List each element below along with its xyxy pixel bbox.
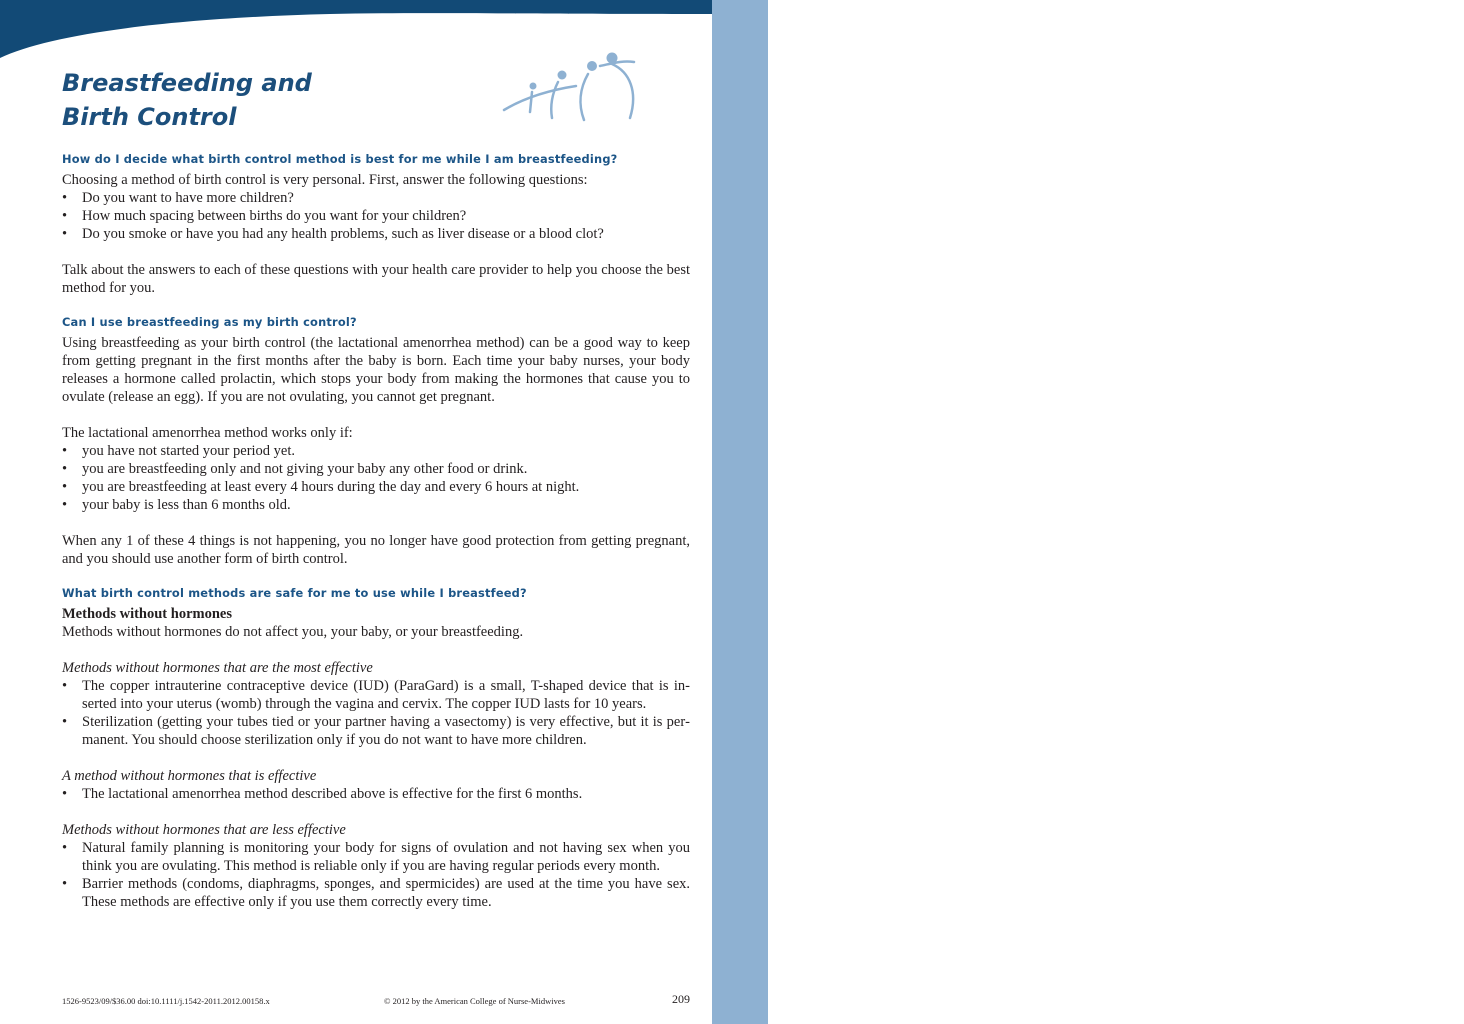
question-heading: Can I use breastfeeding as my birth control? [62, 315, 357, 329]
paragraph: Talk about the answers to each of these questions with your health care provider to help you choose the best method for you. [62, 262, 690, 296]
paragraph: The lactational amenorrhea method works only if: [62, 425, 353, 441]
list-item: • The lactational amenorrhea method described above is effective for the first 6 months. [62, 785, 690, 803]
list-item: • The copper intrauterine contraceptive device (IUD) (ParaGard) is a small, T-shaped device that is inserted into your uterus (womb) through the vagina and cervix. The copper IUD lasts for 10 years. [62, 677, 690, 713]
series-title: Share with Women [1429, 58, 1464, 303]
list-item: • How much spacing between births do you want for your children? [62, 207, 690, 225]
paragraph: Choosing a method of birth control is very personal. First, answer the following questions: [62, 172, 588, 188]
doi-line: 1526-9523/09/$36.00 doi:10.1111/j.1542-2011.2012.00158.x [62, 996, 270, 1006]
title-line-2: Birth Control [62, 103, 237, 131]
bullet-list [62, 677, 690, 749]
category-label: A method without hormones that is effective [62, 768, 317, 784]
header-band [0, 0, 712, 60]
question-heading: How do I decide what birth control method is best for me while I am breastfeeding? [62, 152, 618, 166]
list-item: • Natural family planning is monitoring your body for signs of ovulation and not having sex when you think you are ovulating. This method is reliable only if you are having regular periods every month. [62, 839, 690, 875]
question-heading: What birth control methods are safe for me to use while I breastfeed? [62, 586, 527, 600]
article-body [62, 150, 690, 911]
bullet-list [62, 839, 690, 911]
list-item: • Do you want to have more children? [62, 189, 690, 207]
figures-logo-icon [500, 52, 645, 124]
page-title [62, 66, 312, 134]
paragraph: Methods without hormones do not affect you, your baby, or your breastfeeding. [62, 624, 524, 640]
list-item: • Barrier methods (condoms, diaphragms, sponges, and spermicides) are used at the time you have sex. These methods are effective only if you use them correctly every time. [62, 875, 690, 911]
list-item: • you have not started your period yet. [62, 442, 690, 460]
category-label: Methods without hormones that are the most effective [62, 660, 373, 676]
category-label: Methods without hormones that are less effective [62, 822, 346, 838]
subheading: Methods without hormones [62, 606, 232, 622]
bullet-list [62, 785, 690, 803]
journal-name: Journal of Midwifery & Women’s Health [1435, 578, 1457, 930]
list-item: • Do you smoke or have you had any health problems, such as liver disease or a blood clot? [62, 225, 690, 243]
paragraph: When any 1 of these 4 things is not happening, you no longer have good protection from getting pregnant, and you should use another form of birth control. [62, 533, 690, 567]
list-item: • you are breastfeeding only and not giving your baby any other food or drink. [62, 460, 690, 478]
copyright: © 2012 by the American College of Nurse-Midwives [384, 996, 565, 1006]
list-item: • your baby is less than 6 months old. [62, 496, 690, 514]
bullet-list [62, 442, 690, 514]
paragraph: Using breastfeeding as your birth control (the lactational amenorrhea method) can be a good way to keep from getting pregnant in the first months after the baby is born. Each time your baby nurses, your body releases a hormone called prolactin, which stops your body from making the hormones that cause you to ovulate (release an egg). If you are not ovulating, you cannot get pregnant. [62, 335, 690, 405]
title-line-1: Breastfeeding and [62, 69, 312, 97]
sidebar [712, 0, 1464, 1024]
page-number: 209 [672, 992, 690, 1006]
list-item: • you are breastfeeding at least every 4 hours during the day and every 6 hours at night. [62, 478, 690, 496]
bullet-list [62, 189, 690, 243]
page-footer [62, 994, 690, 1008]
list-item: • Sterilization (getting your tubes tied or your partner having a vasectomy) is very effective, but it is permanent. You should choose sterilization only if you do not want to have more children. [62, 713, 690, 749]
